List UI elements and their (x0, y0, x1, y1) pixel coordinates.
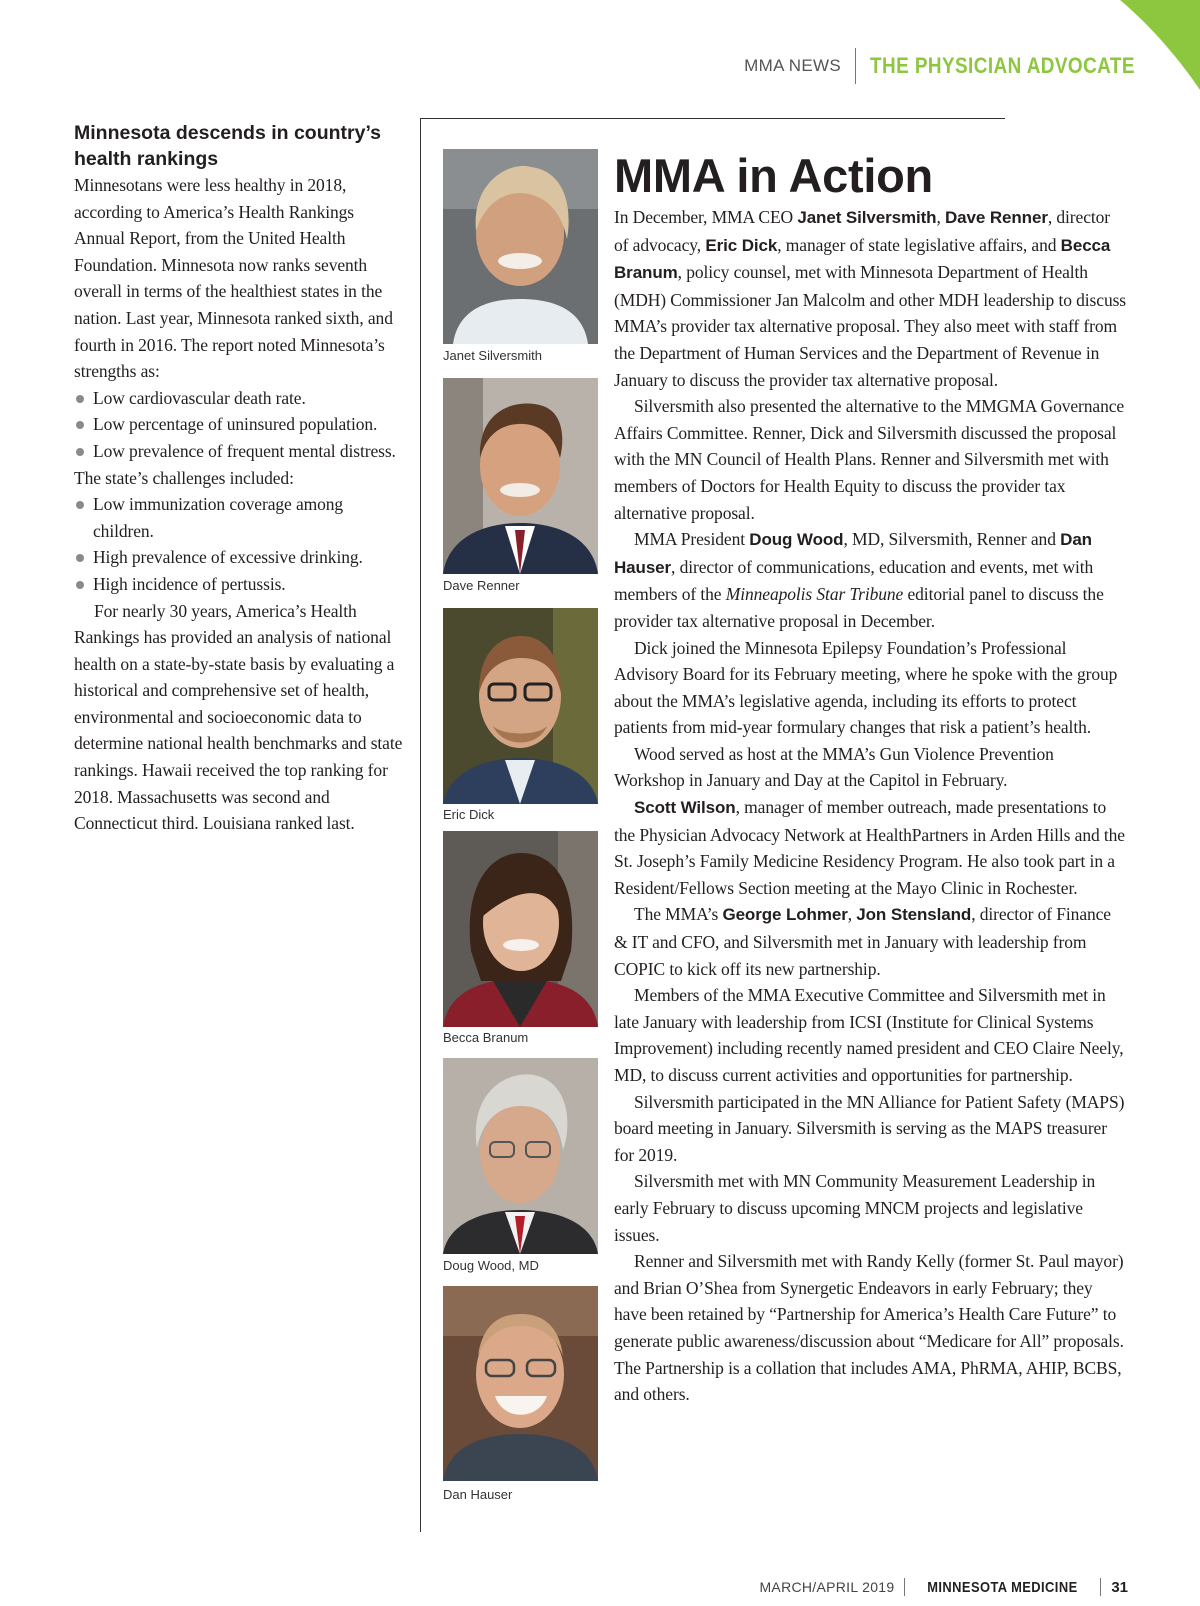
photo-janet-silversmith (443, 149, 598, 344)
header-divider (855, 48, 856, 84)
list-item: Low cardiovascular death rate. (74, 385, 406, 412)
photo-caption: Eric Dick (443, 807, 495, 822)
photo-caption: Doug Wood, MD (443, 1258, 539, 1273)
sidebar-intro: Minnesotans were less healthy in 2018, according to America’s Health Rankings Annual Report, from the United Health Foundation. Minnesota now ranks seventh overall in terms of the healthiest states in the nation. Last year, Minnesota ranked sixth, and fourth in 2016. The report noted Minnesota’s strengths as: (74, 175, 393, 382)
magazine-name: MINNESOTA MEDICINE (927, 1578, 1079, 1596)
challenges-list (74, 491, 406, 597)
photo-caption: Janet Silversmith (443, 348, 542, 363)
footer-divider (904, 1578, 905, 1596)
photo-eric-dick (443, 608, 598, 804)
section-label: MMA NEWS (744, 56, 841, 75)
issue-date: MARCH/APRIL 2019 (759, 1579, 895, 1595)
sidebar-title: Minnesota descends in country’s health rankings (74, 122, 382, 170)
paragraph: Silversmith participated in the MN Alliance for Patient Safety (MAPS) board meeting in January. Silversmith is serving as the MAPS treasurer for 2019. (614, 1091, 1125, 1165)
photo-doug-wood (443, 1058, 598, 1254)
paragraph: Silversmith also presented the alternative to the MMGMA Governance Affairs Committee. Renner, Dick and Silversmith discussed the proposal with the MN Council of Health Plans. Renner and Silversmith met with members of Doctors for Health Equity to discuss the provider tax alternative proposal. (614, 396, 1125, 523)
article-title: MMA in Action (614, 149, 933, 202)
paragraph: Silversmith met with MN Community Measurement Leadership in early February to discuss upcoming MNCM projects and legislative issues. (614, 1171, 1096, 1245)
list-item: High incidence of pertussis. (74, 571, 406, 598)
photo-caption: Dave Renner (443, 578, 520, 593)
paragraph: Scott Wilson, manager of member outreach, made presentations to the Physician Advocacy Network at HealthPartners in Arden Hills and the St. Joseph’s Family Medicine Residency Program. He also took part in a Resident/Fellows Section meeting at the Mayo Clinic in Rochester. (614, 797, 1125, 898)
page-footer (759, 1578, 1128, 1596)
sidebar-closing: For nearly 30 years, America’s Health Rankings has provided an analysis of national health on a state-by-state basis by evaluating a historical and comprehensive set of health, environmental and socioeconomic data to determine national health benchmarks and state rankings. Hawaii received the top ranking for 2018. Massachusetts was second and Connecticut third. Louisiana ranked last. (74, 600, 403, 834)
frame-rule-left (420, 118, 421, 1532)
publication-title: THE PHYSICIAN ADVOCATE (870, 53, 1135, 78)
paragraph: In December, MMA CEO Janet Silversmith, Dave Renner, director of advocacy, Eric Dick, manager of state legislative affairs, and Becca Branum, policy counsel, met with Minnesota Department of Health (MDH) Commissioner Jan Malcolm and other MDH leadership to discuss MMA’s provider tax alternative proposal. They also meet with staff from the Department of Human Services and the Department of Revenue in January to discuss the provider tax alternative proposal. (614, 207, 1127, 390)
page-number: 31 (1111, 1578, 1128, 1596)
photo-dan-hauser (443, 1286, 598, 1481)
list-item: Low prevalence of frequent mental distress. (74, 438, 406, 465)
paragraph: MMA President Doug Wood, MD, Silversmith, Renner and Dan Hauser, director of communications, education and events, met with members of the Minneapolis Star Tribune editorial panel to discuss the provider tax alternative proposal in December. (614, 529, 1104, 631)
photo-becca-branum (443, 831, 598, 1027)
list-item: Low percentage of uninsured population. (74, 411, 406, 438)
paragraph: Wood served as host at the MMA’s Gun Violence Prevention Workshop in January and Day at the Capitol in February. (614, 743, 1054, 791)
photo-dave-renner (443, 378, 598, 574)
page-header (744, 48, 1135, 84)
paragraph: Renner and Silversmith met with Randy Kelly (former St. Paul mayor) and Brian O’Shea from Synergetic Endeavors in early February; they have been retained by “Partnership for America’s Health Care Future” to generate public awareness/discussion about “Medicare for All” proposals. The Partnership is a collation that includes AMA, PhRMA, AHIP, BCBS, and others. (614, 1251, 1124, 1405)
paragraph: Members of the MMA Executive Committee and Silversmith met in late January with leadership from ICSI (Institute for Clinical Systems Improvement) including recently named president and CEO Claire Neely, MD, to discuss current activities and opportunities for partnership. (614, 985, 1124, 1085)
sidebar-article (74, 120, 406, 837)
frame-rule-top (421, 118, 1005, 119)
paragraph: The MMA’s George Lohmer, Jon Stensland, director of Finance & IT and CFO, and Silversmith met in January with leadership from COPIC to kick off its new partnership. (614, 904, 1111, 979)
photo-caption: Dan Hauser (443, 1487, 513, 1502)
list-item: High prevalence of excessive drinking. (74, 544, 406, 571)
main-article (614, 148, 1128, 1408)
paragraph: Dick joined the Minnesota Epilepsy Foundation’s Professional Advisory Board for its February meeting, where he spoke with the group about the MMA’s legislative agenda, including its efforts to protect patients from mid-year formulary changes that risk a patient’s health. (614, 637, 1118, 738)
list-item: Low immunization coverage among children. (74, 491, 406, 544)
strengths-list (74, 385, 406, 465)
footer-divider (1100, 1578, 1101, 1596)
photo-caption: Becca Branum (443, 1030, 529, 1045)
challenges-intro: The state’s challenges included: (74, 467, 294, 488)
